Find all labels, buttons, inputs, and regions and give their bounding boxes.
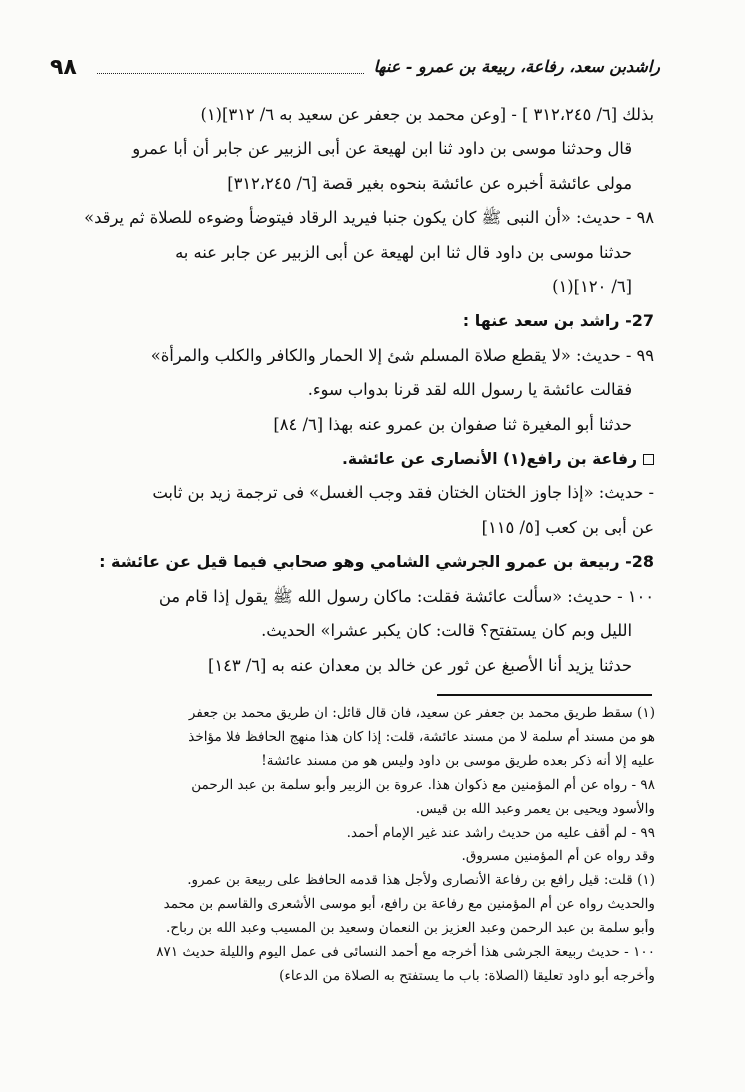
running-title: راشدبن سعد، رفاعة، ربيعة بن عمرو - عنها — [373, 57, 660, 76]
subsection-heading-rifaa — [62, 442, 654, 476]
main-text — [62, 98, 654, 683]
footnote-line: هو من مسند أم سلمة لا من مسند عائشة، قلت: إذا كان هذا منهج الحافظ فلا مؤاخذ — [188, 728, 655, 745]
footnote-line: (١) سقط طريق محمد بن جعفر عن سعيد، فان قال قائل: ان طريق محمد بن جعفر — [188, 705, 655, 721]
footnote-line: والأسود ويحيى بن يعمر وعبد الله بن قيس. — [415, 800, 655, 817]
footnote-line: ٩٩ - لم أقف عليه من حديث راشد عند غير الإمام أحمد. — [346, 824, 655, 841]
footnote-line: وأبو سلمة بن عبد الرحمن وعبد العزيز بن النعمان وسعيد بن المسيب وعبد الله بن رباح. — [166, 920, 655, 937]
page-number: ٩٨ — [50, 55, 77, 80]
section-heading-28: 28- ربيعة بن عمرو الجرشي الشامي وهو صحابي فيما قيل عن عائشة : — [99, 552, 654, 572]
footnote-line: (١) قلت: قيل رافع بن رفاعة الأنصارى ولأجل هذا قدمه الحافظ على ربيعة بن عمرو. — [187, 872, 655, 889]
footnote-line: وقد رواه عن أم المؤمنين مسروق. — [461, 848, 655, 865]
footnote-line: والحديث رواه عن أم المؤمنين مع رفاعة بن رافع، أبو موسى الأشعرى والقاسم بن محمد — [163, 896, 655, 913]
text-line: - حديث: «إذا جاوز الختان الختان فقد وجب الغسل» فى ترجمة زيد بن ثابت — [152, 483, 654, 503]
text-line: [٦/ ١٢٠](١) — [552, 277, 632, 297]
hadith-98-line: ٩٨ - حديث: «أن النبى ﷺ كان يكون جنبا فيريد الرقاد فيتوضأ وضوءه للصلاة ثم يرقد» — [84, 208, 654, 228]
text-line: مولى عائشة أخبره عن عائشة بنحوه بغير قصة [٦/ ٣١٢،٢٤٥] — [227, 173, 632, 193]
hadith-99-line: ٩٩ - حديث: «لا يقطع صلاة المسلم شئ إلا الحمار والكافر والكلب والمرأة» — [150, 345, 654, 365]
text-line: فقالت عائشة يا رسول الله لقد قرنا بدواب سوء. — [307, 380, 632, 400]
footnote-line: وأخرجه أبو داود تعليقا (الصلاة: باب ما يستفتح به الصلاة من الدعاء) — [279, 967, 655, 984]
text-line: بذلك [٦/ ٣١٢،٢٤٥ ] - [وعن محمد بن جعفر عن سعيد به ٦/ ٣١٢](١) — [200, 105, 654, 124]
text-line: حدثنا أبو المغيرة ثنا صفوان بن عمرو عنه بهذا [٦/ ٨٤] — [273, 414, 632, 434]
footnote-line: ٩٨ - رواه عن أم المؤمنين مع ذكوان هذا. عروة بن الزبير وأبو سلمة بن عبد الرحمن — [191, 776, 655, 793]
footnote-line: عليه إلا أنه ذكر بعده طريق موسى بن داود وليس هو من مسند عائشة! — [261, 752, 655, 769]
footnote-divider — [437, 694, 652, 696]
text-line: الليل وبم كان يستفتح؟ قالت: كان يكبر عشرا» الحديث. — [261, 621, 632, 641]
text-line: عن أبى بن كعب [٥/ ١١٥] — [481, 517, 654, 537]
page-header — [50, 46, 660, 80]
footnote-line: ١٠٠ - حديث ربيعة الجرشى هذا أخرجه مع أحمد النسائى فى عمل اليوم والليلة حديث ٨٧١ — [156, 944, 655, 961]
footnotes — [60, 702, 655, 989]
header-dotted-rule — [97, 73, 364, 74]
text-line: قال وحدثنا موسى بن داود ثنا ابن لهيعة عن أبى الزبير عن جابر أن أبا عمرو — [132, 139, 632, 159]
text-line: حدثنا يزيد أنا الأصبغ عن ثور عن خالد بن معدان عنه به [٦/ ١٤٣] — [207, 655, 632, 675]
section-heading-27: 27- راشد بن سعد عنها : — [462, 311, 654, 331]
text-line: حدثنا موسى بن داود قال ثنا ابن لهيعة عن أبى الزبير عن جابر عنه به — [175, 242, 632, 262]
hadith-100-line: ١٠٠ - حديث: «سألت عائشة فقلت: ماكان رسول الله ﷺ يقول إذا قام من — [158, 586, 654, 606]
subsection-heading-text: رفاعة بن رافع(١) الأنصارى عن عائشة. — [342, 450, 637, 469]
square-box-icon — [643, 454, 654, 465]
